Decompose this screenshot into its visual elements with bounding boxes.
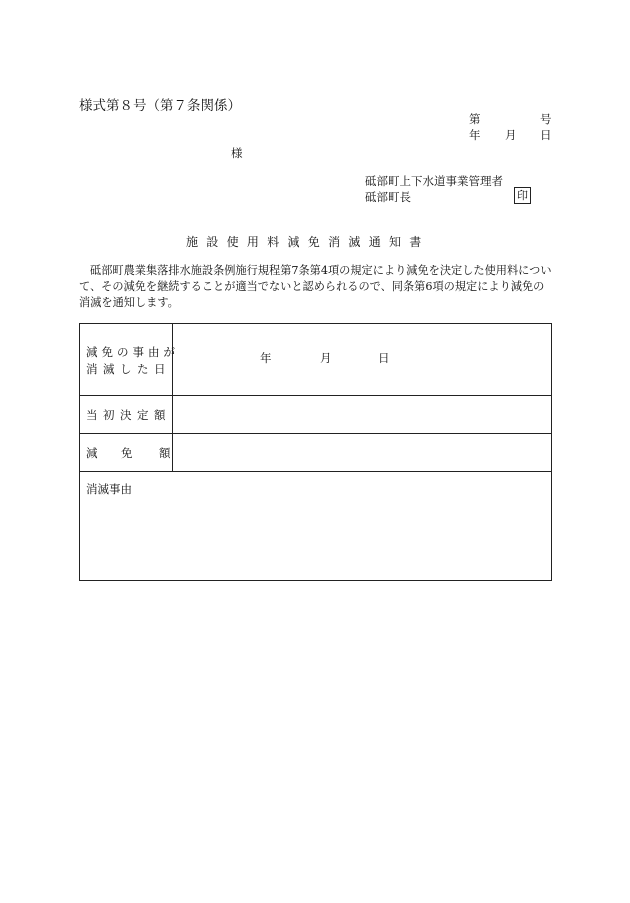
reduction-amount-label-char1: 減 <box>86 446 98 460</box>
label-cell <box>80 396 173 433</box>
addressee-honorific: 様 <box>231 146 243 160</box>
document-number-prefix: 第 <box>469 112 481 126</box>
initial-amount-field[interactable] <box>173 396 551 433</box>
notice-form-table <box>79 323 552 581</box>
table-row-reduction-amount <box>80 434 551 472</box>
form-number: 様式第８号（第７条関係） <box>79 98 241 114</box>
issue-date-month: 月 <box>505 128 517 142</box>
table-row-initial-amount <box>80 396 551 434</box>
document-number-suffix: 号 <box>540 112 552 126</box>
label-cell <box>80 324 179 395</box>
extinction-date-label-line1: 減免の事由が <box>86 345 179 359</box>
extinction-date-day: 日 <box>378 351 390 365</box>
reduction-amount-label-char2: 免 <box>121 446 133 460</box>
table-row-extinction-date <box>80 324 551 396</box>
sender-name: 砥部町長 <box>365 190 411 204</box>
seal-stamp: 印 <box>514 187 531 204</box>
notice-body-text: 砥部町農業集落排水施設条例施行規程第7条第4項の規定により減免を決定した使用料について、その減免を継続することが適当でないと認められるので、同条第6項の規定により減免の消滅を通知します。 <box>79 264 552 309</box>
sender-organization: 砥部町上下水道事業管理者 <box>365 174 503 188</box>
extinction-date-field[interactable] <box>173 324 551 395</box>
extinction-date-year: 年 <box>260 351 272 365</box>
initial-amount-label: 当初決定額 <box>86 408 171 422</box>
reduction-amount-label-char3: 額 <box>159 446 171 460</box>
extinction-date-label-line2: 消滅した日 <box>86 362 171 376</box>
table-row-extinction-reason[interactable] <box>80 472 551 581</box>
issue-date-day: 日 <box>540 128 552 142</box>
extinction-date-month: 月 <box>320 351 332 365</box>
issue-date-year: 年 <box>469 128 481 142</box>
extinction-reason-label: 消滅事由 <box>86 482 132 496</box>
label-cell <box>80 434 173 471</box>
reduction-amount-field[interactable] <box>173 434 551 471</box>
document-title: 施設使用料減免消滅通知書 <box>186 235 430 249</box>
